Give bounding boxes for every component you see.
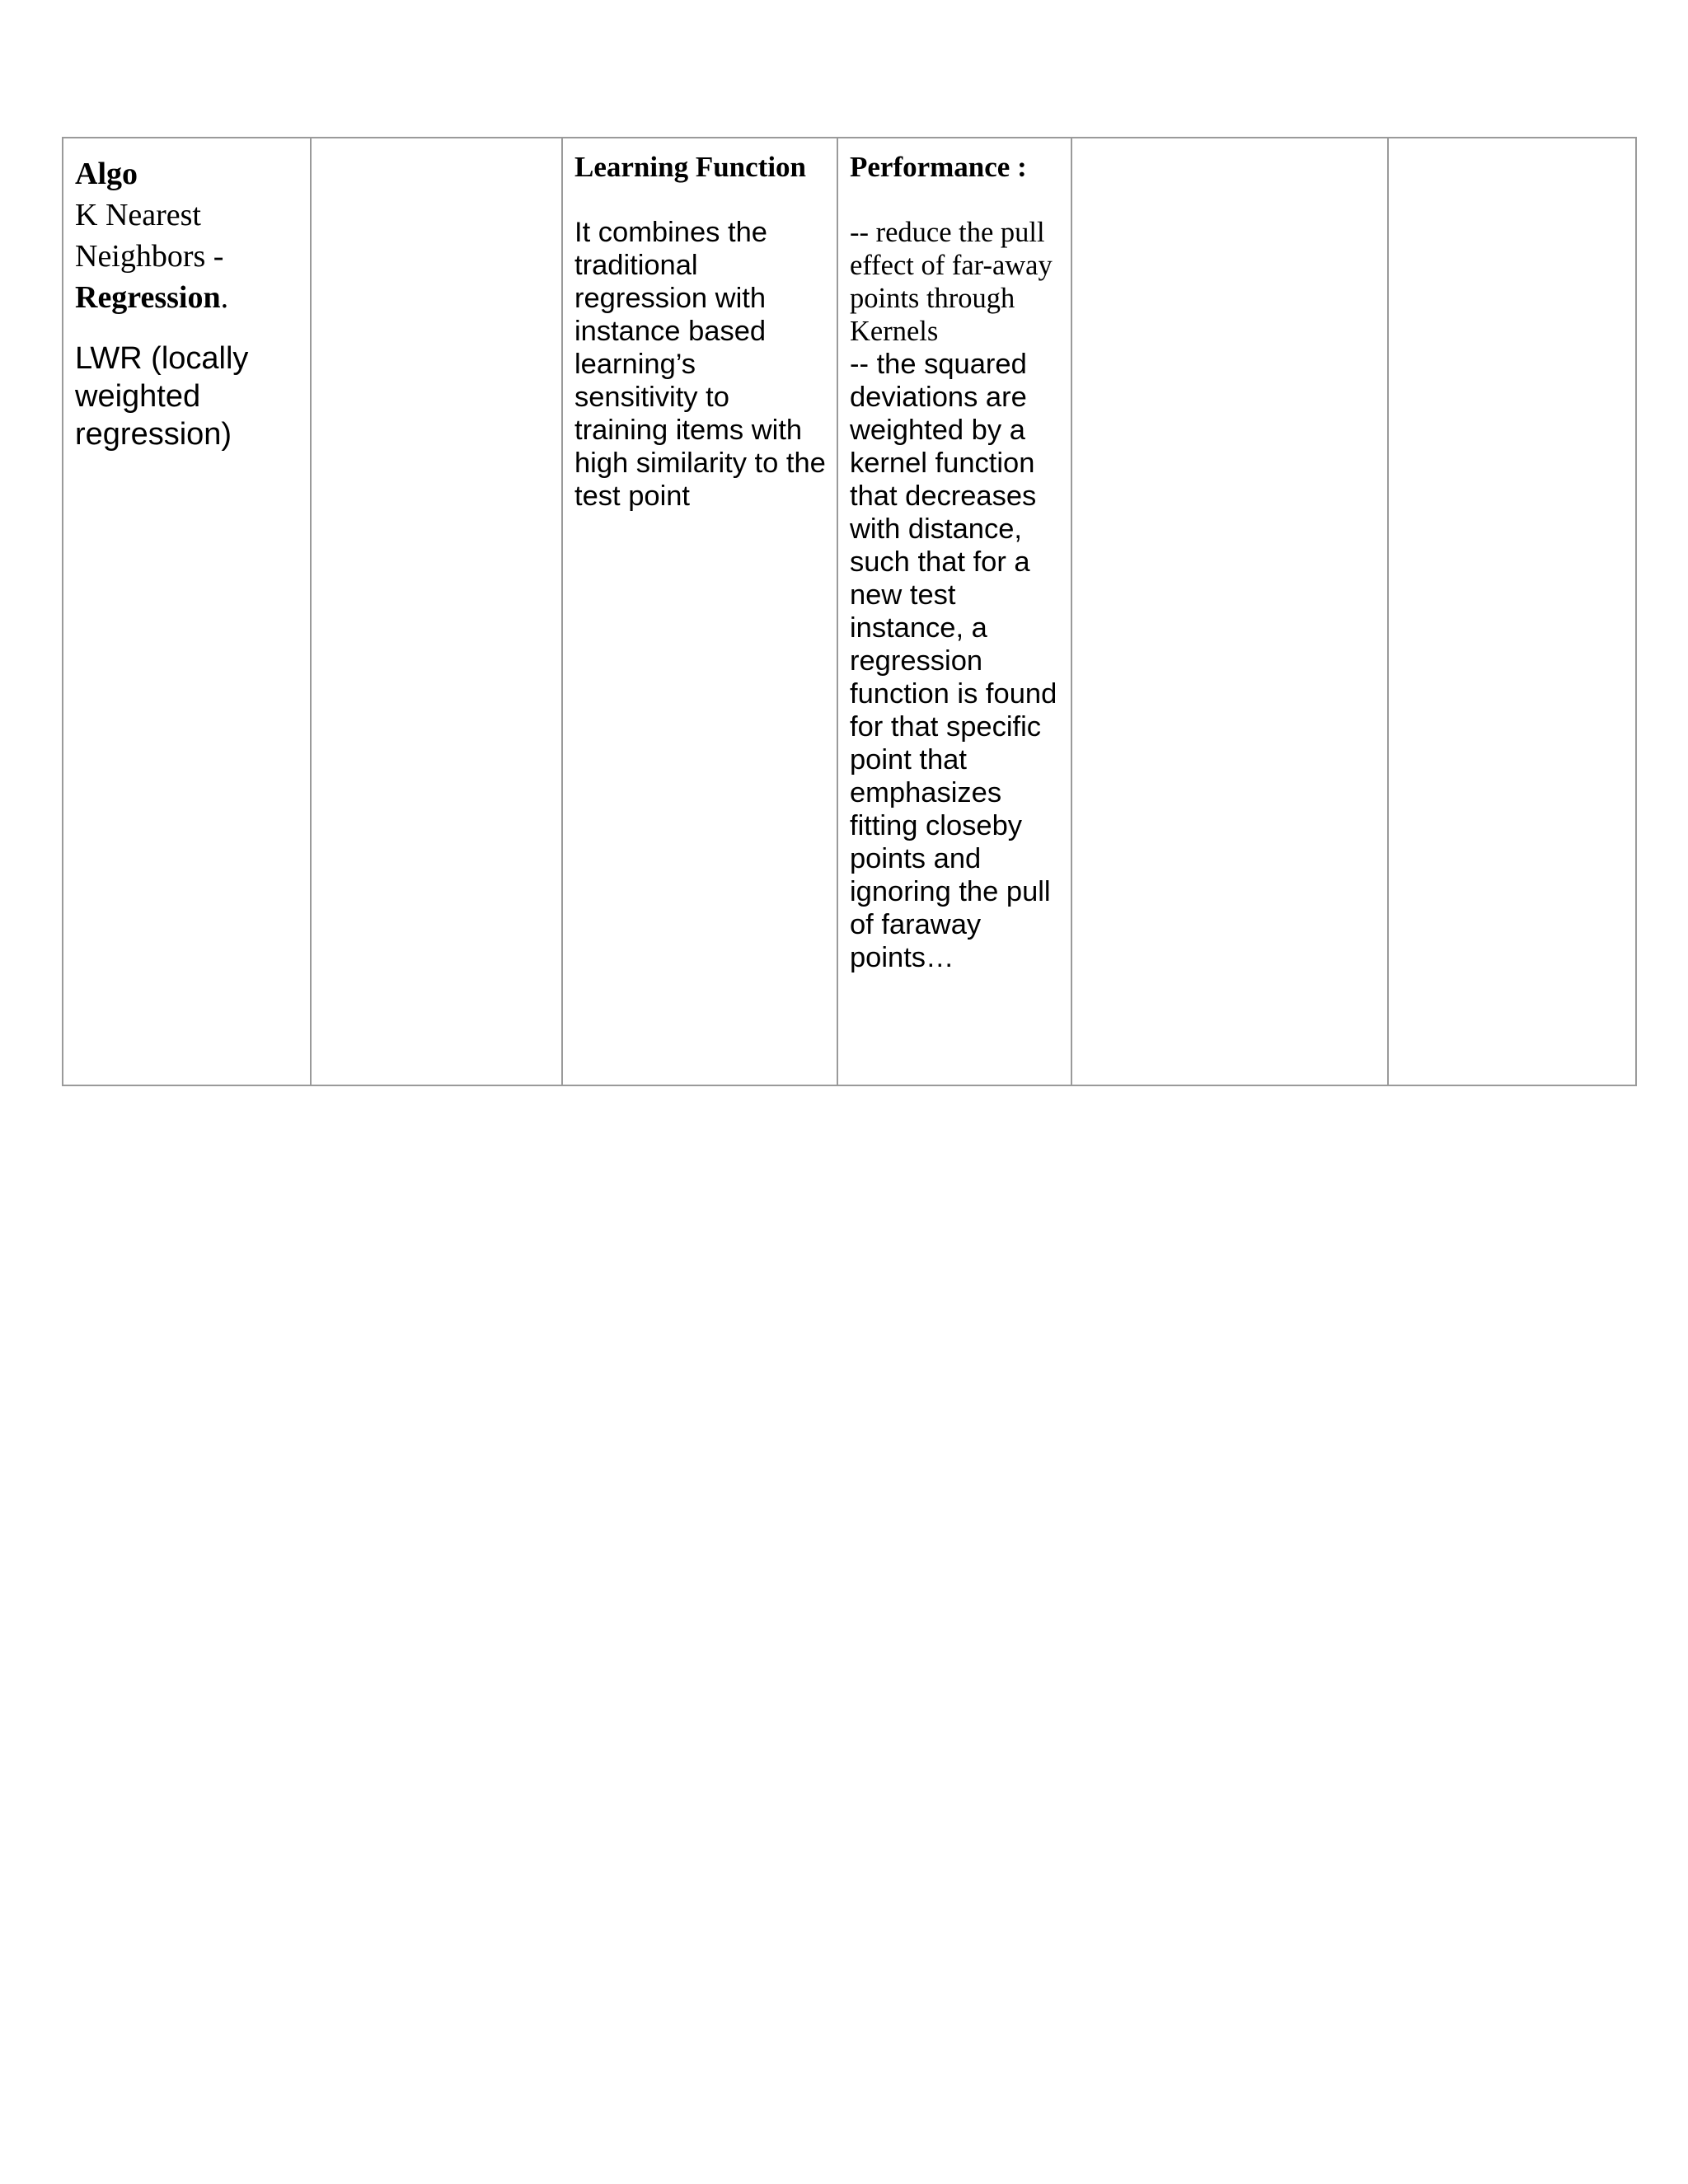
spacer: [850, 185, 1061, 216]
performance-heading: Performance :: [850, 151, 1027, 183]
performance-sans-text: -- the squared deviations are weighted by a kernel function that decreases with distance, such that for a new test instance, a regression function is found for that specific point that emphasizes fitting closeby points and ignoring the pull of faraway points…: [850, 349, 1057, 973]
algorithm-table: [62, 137, 1637, 1086]
table-row: [63, 138, 1636, 1085]
algo-regression-word: Regression: [75, 280, 221, 315]
empty-cell-5: [1071, 138, 1388, 1085]
algo-regression-suffix: .: [220, 280, 229, 315]
empty-cell-2: [311, 138, 562, 1085]
learning-function-text: It combines the traditional regression with instance based learning’s sensitivity to training items with high similarity to the test point: [574, 217, 826, 512]
algo-name-line2: Neighbors -: [75, 239, 224, 274]
algo-cell: [63, 138, 311, 1085]
performance-serif-text: -- reduce the pull effect of far-away points through Kernels: [850, 217, 1053, 347]
learning-function-heading: Learning Function: [574, 151, 807, 183]
performance-cell: [837, 138, 1071, 1085]
learning-function-cell: [562, 138, 837, 1085]
empty-cell-6: [1388, 138, 1636, 1085]
algo-name-line3: [75, 277, 300, 318]
lwr-label: LWR (locally weighted regression): [75, 341, 249, 452]
algo-name-line1: K Nearest: [75, 198, 201, 232]
algo-heading: Algo: [75, 157, 138, 191]
spacer: [574, 185, 827, 216]
